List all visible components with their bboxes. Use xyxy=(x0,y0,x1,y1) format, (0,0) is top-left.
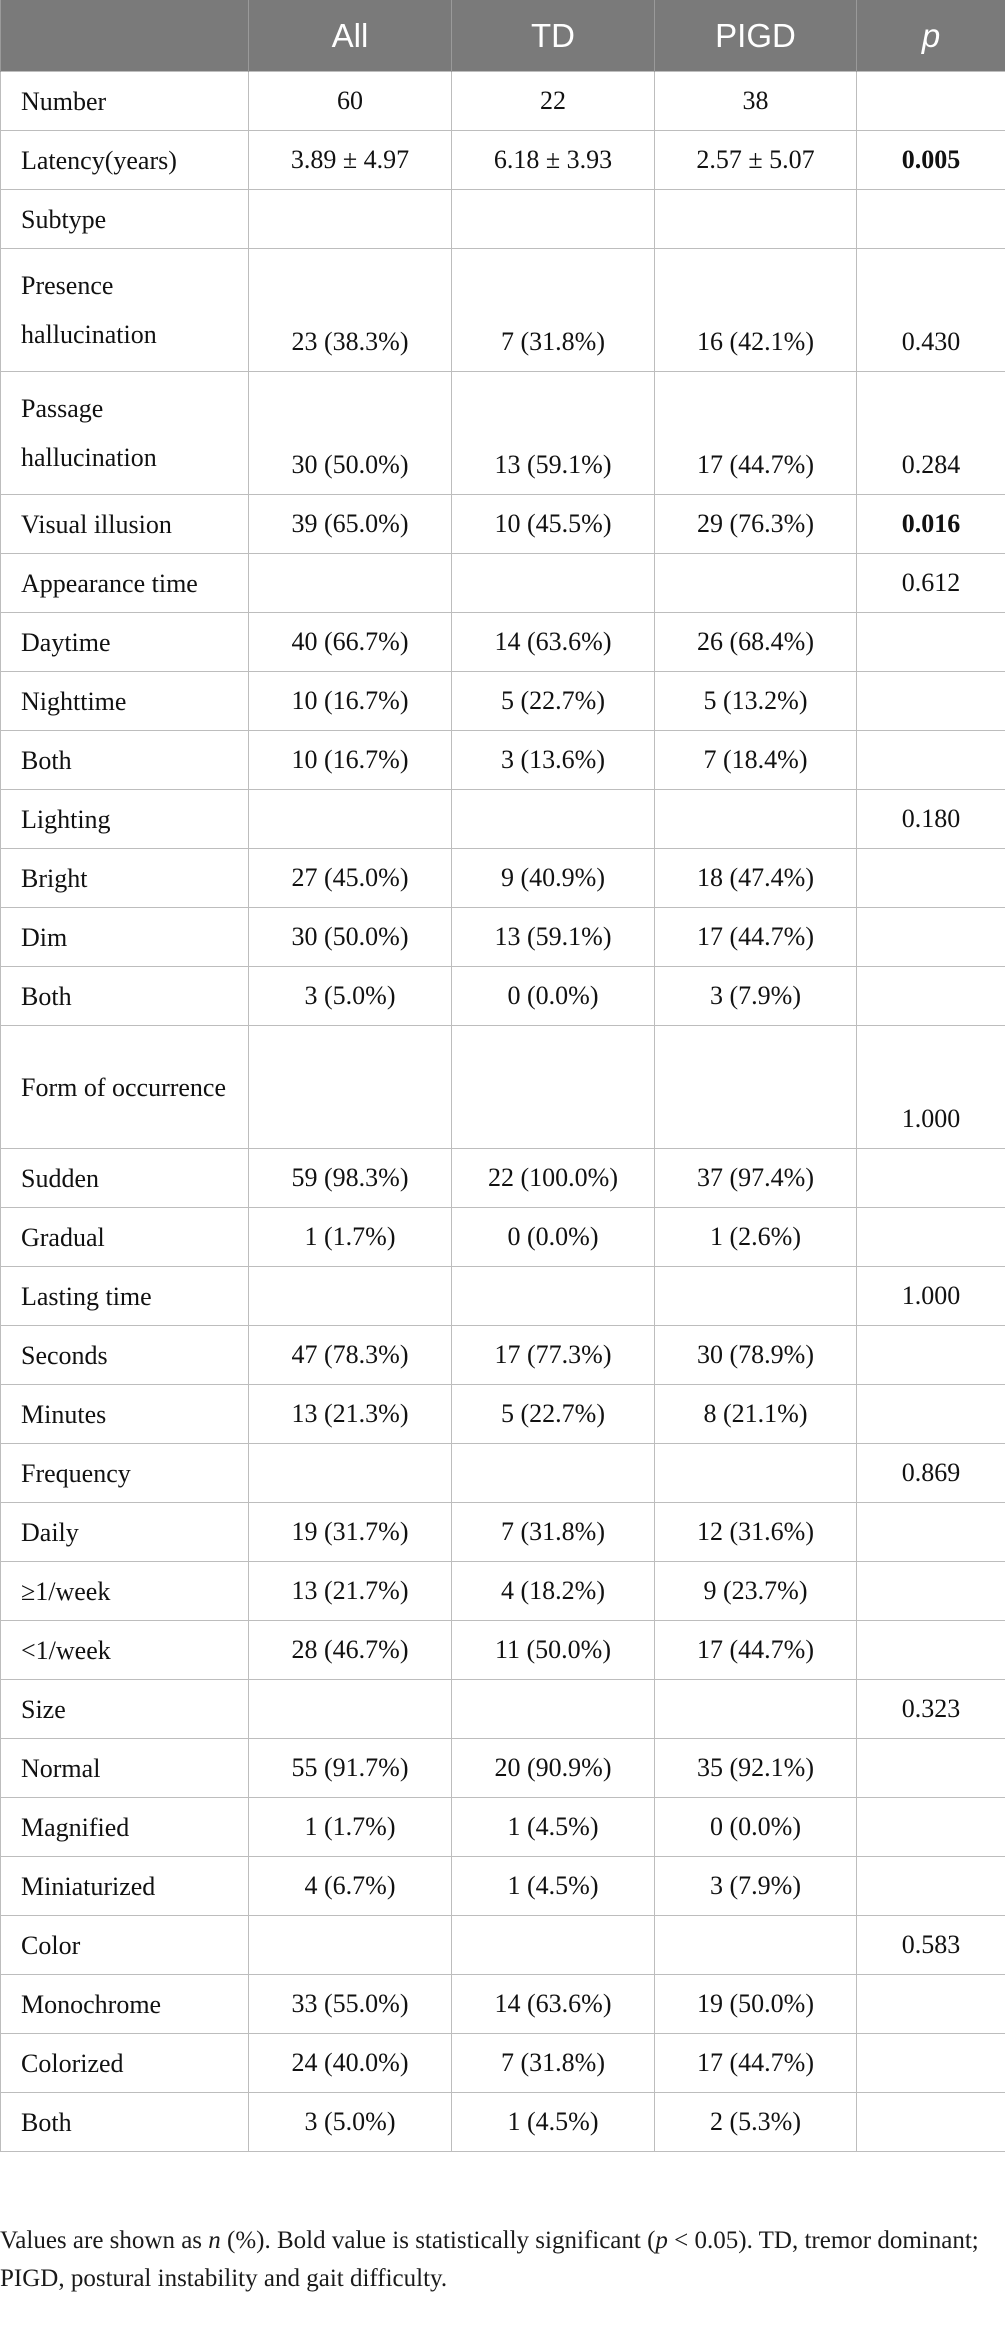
cell-td xyxy=(452,1444,655,1503)
table-row xyxy=(1,849,1005,908)
table-row xyxy=(1,1326,1005,1385)
row-label-cell: Bright xyxy=(1,849,249,908)
cell-p-value xyxy=(857,1857,1005,1916)
cell-p-value xyxy=(857,1739,1005,1798)
cell-all: 30 (50.0%) xyxy=(249,372,452,495)
cell-p-value: 1.000 xyxy=(857,1267,1005,1326)
cell-p-value: 0.430 xyxy=(857,249,1005,372)
cell-p-value: 1.000 xyxy=(857,1026,1005,1149)
cell-all: 28 (46.7%) xyxy=(249,1621,452,1680)
cell-td xyxy=(452,790,655,849)
table-row xyxy=(1,1503,1005,1562)
cell-pigd: 7 (18.4%) xyxy=(655,731,857,790)
row-label-cell: Gradual xyxy=(1,1208,249,1267)
table-row xyxy=(1,1798,1005,1857)
cell-td: 6.18 ± 3.93 xyxy=(452,131,655,190)
cell-td xyxy=(452,1267,655,1326)
table-row xyxy=(1,731,1005,790)
cell-p-value: 0.284 xyxy=(857,372,1005,495)
cell-p-value xyxy=(857,1621,1005,1680)
cell-pigd: 29 (76.3%) xyxy=(655,495,857,554)
cell-td: 1 (4.5%) xyxy=(452,1798,655,1857)
cell-all xyxy=(249,1680,452,1739)
cell-pigd: 17 (44.7%) xyxy=(655,2034,857,2093)
cell-p-value xyxy=(857,1385,1005,1444)
cell-td: 1 (4.5%) xyxy=(452,2093,655,2152)
cell-p-value xyxy=(857,672,1005,731)
cell-td xyxy=(452,554,655,613)
cell-p-value xyxy=(857,1149,1005,1208)
row-label-cell: <1/week xyxy=(1,1621,249,1680)
cell-pigd: 38 xyxy=(655,72,857,131)
row-label-cell: Number xyxy=(1,72,249,131)
table-row xyxy=(1,1857,1005,1916)
table-body xyxy=(1,72,1005,2152)
footnote-text-3: < 0.05). TD, tremor dominant; PIGD, postural instability and gait difficulty. xyxy=(0,2227,979,2292)
cell-pigd: 35 (92.1%) xyxy=(655,1739,857,1798)
cell-all xyxy=(249,1444,452,1503)
cell-all: 13 (21.7%) xyxy=(249,1562,452,1621)
row-label-cell: Both xyxy=(1,967,249,1026)
cell-pigd: 17 (44.7%) xyxy=(655,1621,857,1680)
cell-p-value xyxy=(857,1798,1005,1857)
cell-all: 30 (50.0%) xyxy=(249,908,452,967)
table-row xyxy=(1,967,1005,1026)
cell-all xyxy=(249,1026,452,1149)
cell-all: 24 (40.0%) xyxy=(249,2034,452,2093)
cell-pigd xyxy=(655,790,857,849)
cell-pigd: 18 (47.4%) xyxy=(655,849,857,908)
table-row xyxy=(1,131,1005,190)
table-row xyxy=(1,72,1005,131)
cell-pigd xyxy=(655,1680,857,1739)
cell-p-value xyxy=(857,1975,1005,2034)
table-row xyxy=(1,1149,1005,1208)
table-row xyxy=(1,1562,1005,1621)
cell-all: 1 (1.7%) xyxy=(249,1208,452,1267)
cell-pigd: 9 (23.7%) xyxy=(655,1562,857,1621)
cell-all: 10 (16.7%) xyxy=(249,672,452,731)
row-label-cell: Latency(years) xyxy=(1,131,249,190)
table-footnote xyxy=(0,2222,1000,2298)
table-row xyxy=(1,613,1005,672)
cell-all xyxy=(249,554,452,613)
cell-p-value xyxy=(857,967,1005,1026)
cell-td: 22 xyxy=(452,72,655,131)
cell-pigd: 3 (7.9%) xyxy=(655,967,857,1026)
cell-all: 10 (16.7%) xyxy=(249,731,452,790)
cell-td: 10 (45.5%) xyxy=(452,495,655,554)
cell-pigd: 17 (44.7%) xyxy=(655,908,857,967)
row-label-cell: Both xyxy=(1,2093,249,2152)
cell-all: 55 (91.7%) xyxy=(249,1739,452,1798)
cell-pigd xyxy=(655,1916,857,1975)
cell-td xyxy=(452,1680,655,1739)
cell-p-value xyxy=(857,1562,1005,1621)
cell-all: 39 (65.0%) xyxy=(249,495,452,554)
cell-pigd: 2 (5.3%) xyxy=(655,2093,857,2152)
header-label-col xyxy=(1,0,249,72)
cell-all: 13 (21.3%) xyxy=(249,1385,452,1444)
cell-pigd: 2.57 ± 5.07 xyxy=(655,131,857,190)
row-label-cell: Daily xyxy=(1,1503,249,1562)
table-row xyxy=(1,1680,1005,1739)
cell-pigd: 30 (78.9%) xyxy=(655,1326,857,1385)
cell-p-value: 0.005 xyxy=(857,131,1005,190)
row-label-cell: Lighting xyxy=(1,790,249,849)
cell-td: 0 (0.0%) xyxy=(452,967,655,1026)
table-row xyxy=(1,554,1005,613)
cell-pigd: 5 (13.2%) xyxy=(655,672,857,731)
cell-td: 7 (31.8%) xyxy=(452,1503,655,1562)
cell-pigd: 0 (0.0%) xyxy=(655,1798,857,1857)
row-label-cell: Frequency xyxy=(1,1444,249,1503)
cell-pigd xyxy=(655,554,857,613)
row-label-cell: Dim xyxy=(1,908,249,967)
cell-all: 4 (6.7%) xyxy=(249,1857,452,1916)
row-label-cell: Daytime xyxy=(1,613,249,672)
cell-all xyxy=(249,1267,452,1326)
header-td: TD xyxy=(452,0,655,72)
cell-all: 60 xyxy=(249,72,452,131)
cell-td: 20 (90.9%) xyxy=(452,1739,655,1798)
cell-p-value: 0.016 xyxy=(857,495,1005,554)
cell-p-value xyxy=(857,731,1005,790)
cell-pigd: 1 (2.6%) xyxy=(655,1208,857,1267)
cell-pigd: 26 (68.4%) xyxy=(655,613,857,672)
footnote-text-1: Values are shown as xyxy=(0,2227,209,2254)
table-row xyxy=(1,1267,1005,1326)
cell-td: 1 (4.5%) xyxy=(452,1857,655,1916)
row-label-cell: Size xyxy=(1,1680,249,1739)
cell-all: 27 (45.0%) xyxy=(249,849,452,908)
row-label-cell: Form of occurrence xyxy=(1,1026,249,1149)
row-label-cell: Nighttime xyxy=(1,672,249,731)
footnote-n-symbol: n xyxy=(208,2227,221,2254)
cell-pigd: 16 (42.1%) xyxy=(655,249,857,372)
cell-all: 33 (55.0%) xyxy=(249,1975,452,2034)
cell-td: 22 (100.0%) xyxy=(452,1149,655,1208)
cell-p-value xyxy=(857,1326,1005,1385)
table-row xyxy=(1,1975,1005,2034)
cell-p-value xyxy=(857,613,1005,672)
cell-all xyxy=(249,790,452,849)
cell-pigd: 12 (31.6%) xyxy=(655,1503,857,1562)
cell-pigd xyxy=(655,1026,857,1149)
row-label-cell: Monochrome xyxy=(1,1975,249,2034)
table-row xyxy=(1,190,1005,249)
table-row xyxy=(1,495,1005,554)
cell-all: 19 (31.7%) xyxy=(249,1503,452,1562)
cell-td: 0 (0.0%) xyxy=(452,1208,655,1267)
cell-td: 5 (22.7%) xyxy=(452,1385,655,1444)
cell-td: 13 (59.1%) xyxy=(452,908,655,967)
cell-p-value: 0.612 xyxy=(857,554,1005,613)
footnote-p-symbol: p xyxy=(655,2227,668,2254)
row-label-cell: Miniaturized xyxy=(1,1857,249,1916)
row-label-cell: Presence hallucination xyxy=(1,249,249,372)
cell-td: 14 (63.6%) xyxy=(452,1975,655,2034)
cell-td: 9 (40.9%) xyxy=(452,849,655,908)
cell-td: 14 (63.6%) xyxy=(452,613,655,672)
row-label-cell: Colorized xyxy=(1,2034,249,2093)
cell-all xyxy=(249,1916,452,1975)
row-label-cell: Magnified xyxy=(1,1798,249,1857)
table-row xyxy=(1,1026,1005,1149)
table-row xyxy=(1,790,1005,849)
cell-td: 4 (18.2%) xyxy=(452,1562,655,1621)
row-label-cell: Both xyxy=(1,731,249,790)
table-row xyxy=(1,908,1005,967)
row-label-cell: Passage hallucination xyxy=(1,372,249,495)
row-label-cell: Subtype xyxy=(1,190,249,249)
cell-all: 47 (78.3%) xyxy=(249,1326,452,1385)
cell-all: 59 (98.3%) xyxy=(249,1149,452,1208)
row-label-cell: Normal xyxy=(1,1739,249,1798)
cell-all: 3.89 ± 4.97 xyxy=(249,131,452,190)
cell-td: 3 (13.6%) xyxy=(452,731,655,790)
table-row xyxy=(1,372,1005,495)
table-row xyxy=(1,672,1005,731)
table-row xyxy=(1,1916,1005,1975)
row-label-cell: Visual illusion xyxy=(1,495,249,554)
row-label-cell: Lasting time xyxy=(1,1267,249,1326)
table-header-row xyxy=(1,0,1005,72)
header-pigd: PIGD xyxy=(655,0,857,72)
cell-td: 7 (31.8%) xyxy=(452,249,655,372)
cell-p-value xyxy=(857,72,1005,131)
cell-all: 3 (5.0%) xyxy=(249,967,452,1026)
cell-td: 5 (22.7%) xyxy=(452,672,655,731)
cell-p-value: 0.869 xyxy=(857,1444,1005,1503)
cell-td: 17 (77.3%) xyxy=(452,1326,655,1385)
cell-all: 3 (5.0%) xyxy=(249,2093,452,2152)
cell-p-value: 0.323 xyxy=(857,1680,1005,1739)
cell-td xyxy=(452,190,655,249)
footnote-text-2: (%). Bold value is statistically significant ( xyxy=(220,2227,656,2254)
cell-pigd: 17 (44.7%) xyxy=(655,372,857,495)
table-row xyxy=(1,1385,1005,1444)
header-all: All xyxy=(249,0,452,72)
row-label-cell: Appearance time xyxy=(1,554,249,613)
cell-p-value xyxy=(857,2034,1005,2093)
cell-pigd: 8 (21.1%) xyxy=(655,1385,857,1444)
table-row xyxy=(1,249,1005,372)
cell-p-value xyxy=(857,849,1005,908)
row-label-cell: Sudden xyxy=(1,1149,249,1208)
row-label-cell: Color xyxy=(1,1916,249,1975)
cell-td: 7 (31.8%) xyxy=(452,2034,655,2093)
table-row xyxy=(1,1621,1005,1680)
cell-td xyxy=(452,1026,655,1149)
cell-p-value xyxy=(857,2093,1005,2152)
cell-all: 23 (38.3%) xyxy=(249,249,452,372)
cell-pigd: 19 (50.0%) xyxy=(655,1975,857,2034)
table-row xyxy=(1,1444,1005,1503)
cell-td xyxy=(452,1916,655,1975)
header-p-value: p xyxy=(857,0,1005,72)
cell-td: 13 (59.1%) xyxy=(452,372,655,495)
cell-pigd xyxy=(655,190,857,249)
cell-p-value: 0.180 xyxy=(857,790,1005,849)
cell-p-value xyxy=(857,190,1005,249)
cell-pigd xyxy=(655,1444,857,1503)
cell-pigd: 3 (7.9%) xyxy=(655,1857,857,1916)
table-row xyxy=(1,2093,1005,2152)
cell-p-value xyxy=(857,908,1005,967)
cell-all xyxy=(249,190,452,249)
cell-all: 1 (1.7%) xyxy=(249,1798,452,1857)
row-label-cell: ≥1/week xyxy=(1,1562,249,1621)
cell-pigd xyxy=(655,1267,857,1326)
table-row xyxy=(1,2034,1005,2093)
table-row xyxy=(1,1739,1005,1798)
row-label-cell: Minutes xyxy=(1,1385,249,1444)
cell-p-value xyxy=(857,1503,1005,1562)
cell-td: 11 (50.0%) xyxy=(452,1621,655,1680)
cell-pigd: 37 (97.4%) xyxy=(655,1149,857,1208)
table-row xyxy=(1,1208,1005,1267)
cell-all: 40 (66.7%) xyxy=(249,613,452,672)
row-label-cell: Seconds xyxy=(1,1326,249,1385)
cell-p-value xyxy=(857,1208,1005,1267)
cell-p-value: 0.583 xyxy=(857,1916,1005,1975)
